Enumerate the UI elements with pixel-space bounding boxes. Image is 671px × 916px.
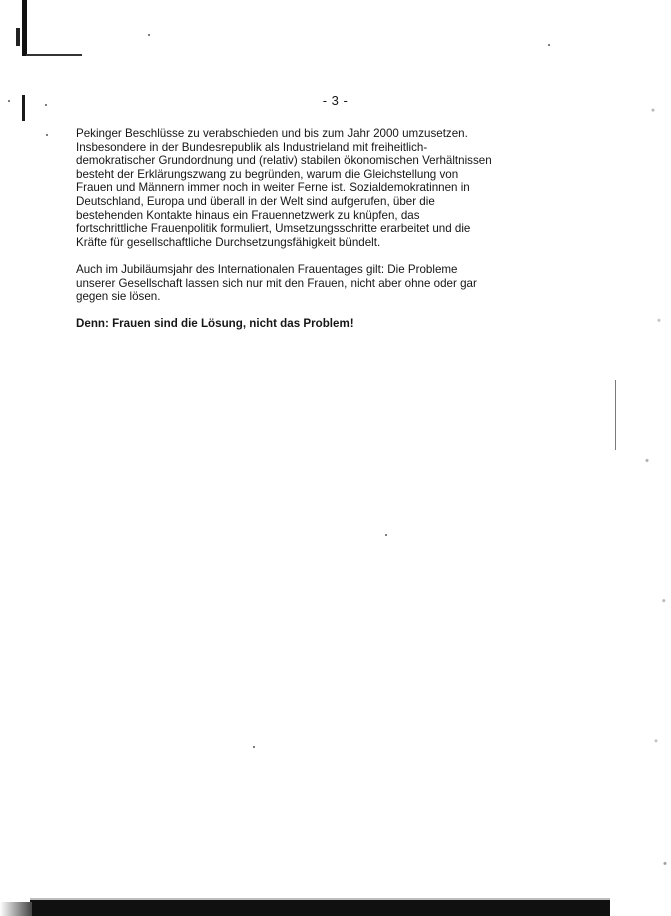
body-paragraph [76, 127, 506, 249]
text-line: demokratischer Grundordnung und (relativ) stabilen ökonomischen Verhältnissen [76, 154, 492, 168]
text-line: unserer Gesellschaft lassen sich nur mit den Frauen, nicht aber ohne oder gar [76, 276, 477, 290]
scan-dot-artifact [385, 534, 387, 536]
text-line: gegen sie lösen. [76, 290, 161, 304]
text-line: besteht der Erklärungszwang zu begründen, warum die Gleichstellung von [76, 167, 459, 181]
scan-bottom-edge-artifact [30, 900, 610, 916]
scan-line-artifact [26, 54, 82, 56]
text-line: Kräfte für gesellschaftliche Durchsetzungsfähigkeit bündelt. [76, 235, 381, 249]
document-body [76, 127, 506, 345]
page-number: - 3 - [322, 93, 349, 108]
text-line: Insbesondere in der Bundesrepublik als Industrieland mit freiheitlich- [76, 140, 428, 154]
scan-edge-artifact [16, 28, 20, 46]
scan-line-artifact [615, 380, 616, 450]
text-line: Frauen und Männern immer noch in weiter Ferne ist. Sozialdemokratinnen in [76, 181, 470, 195]
text-line: Pekinger Beschlüsse zu verabschieden und bis zum Jahr 2000 umzusetzen. [76, 127, 468, 140]
scan-dot-artifact [148, 34, 150, 36]
text-line: Deutschland, Europa und überall in der Welt sind aufgerufen, über die [76, 194, 435, 208]
scan-dot-artifact [46, 134, 48, 136]
closing-statement [76, 317, 506, 331]
scan-dot-artifact [548, 44, 550, 46]
closing-line: Denn: Frauen sind die Lösung, nicht das Problem! [76, 317, 354, 331]
scan-dot-artifact [253, 746, 255, 748]
text-line: fortschrittliche Frauenpolitik formuliert, Umsetzungsschritte erarbeitet und die [76, 222, 471, 236]
text-line: bestehenden Kontakte hinaus ein Frauennetzwerk zu knüpfen, das [76, 208, 420, 222]
body-paragraph [76, 263, 506, 304]
scan-noise-artifact [611, 40, 671, 916]
text-line: Auch im Jubiläumsjahr des Internationalen Frauentages gilt: Die Probleme [76, 262, 458, 276]
scan-bottom-edge-artifact [0, 902, 32, 916]
scan-edge-artifact [22, 0, 27, 56]
